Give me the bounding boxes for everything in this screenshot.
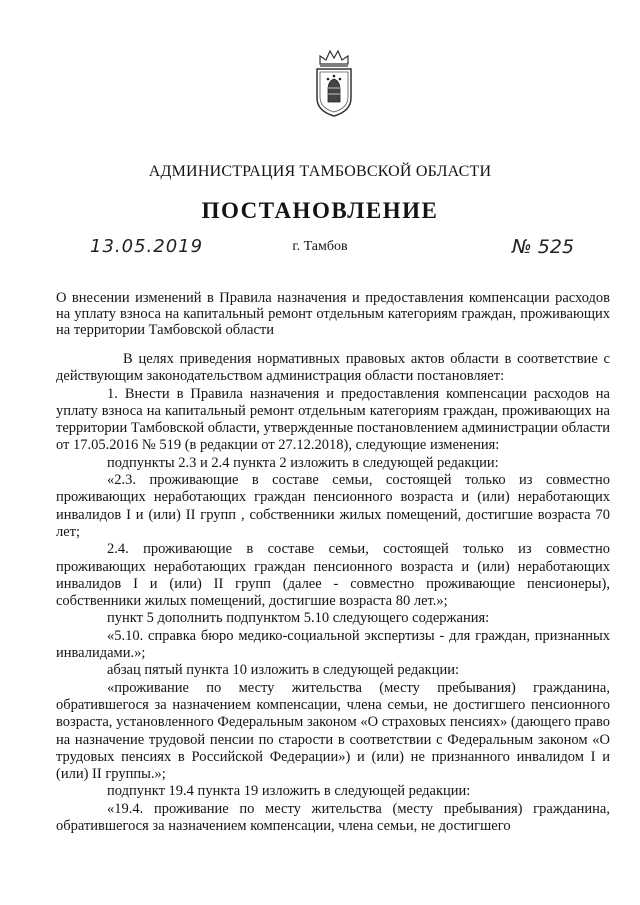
document-number: № 525 xyxy=(512,236,575,258)
paragraph: пункт 5 дополнить подпунктом 5.10 следующего содержания: xyxy=(107,610,490,627)
paragraph: 1. Внести в Правила назначения и предоставления компенсации расходов на уплату взноса на капитальный ремонт отдельным категориям граждан, проживающих на территории Тамбовской области, утвержденные постановлением администрации области от 17.05.2016 № 519 (в редакции от 27.12.2018), следующие изменения: xyxy=(56,385,610,454)
paragraph: абзац пятый пункта 10 изложить в следующей редакции: xyxy=(107,662,460,679)
paragraph: 2.4. проживающие в составе семьи, состоящей только из совместно проживающих неработающих граждан пенсионного возраста и (или) неработающих инвалидов I и (или) II групп (далее - совместно проживающие пенсионеры), собственники жилых помещений, достигшие возраста 80 лет.»; xyxy=(56,541,610,610)
paragraph: «5.10. справка бюро медико-социальной экспертизы - для граждан, признанных инвалидами.»; xyxy=(56,627,610,662)
document-body xyxy=(56,351,610,835)
coat-of-arms-icon xyxy=(312,48,356,118)
paragraph: «2.3. проживающие в составе семьи, состоящей только из совместно проживающих неработающих граждан пенсионного возраста и (или) неработающих инвалидов I и (или) II групп , собственники жилых помещений, достигшие возраста 70 лет; xyxy=(56,472,610,540)
paragraph: подпункт 19.4 пункта 19 изложить в следующей редакции: xyxy=(107,783,471,800)
paragraph: «19.4. проживание по месту жительства (месту пребывания) гражданина, обратившегося за назначением компенсации, члена семьи, не достигшего xyxy=(56,800,610,835)
document-type: ПОСТАНОВЛЕНИЕ xyxy=(201,198,439,223)
paragraph-preamble: В целях приведения нормативных правовых актов области в соответствие с действующим законодательством администрация области постановляет: xyxy=(56,351,610,385)
document-city: г. Тамбов xyxy=(292,239,348,254)
paragraph: подпункты 2.3 и 2.4 пункта 2 изложить в следующей редакции: xyxy=(107,454,499,471)
document-date: 13.05.2019 xyxy=(90,236,204,257)
organization-title: АДМИНИСТРАЦИЯ ТАМБОВСКОЙ ОБЛАСТИ xyxy=(148,163,492,180)
paragraph: «проживание по месту жительства (месту пребывания) гражданина, обратившегося за назначением компенсации, члена семьи, не достигшего пенсионного возраста, установленного Федеральным законом «О страховых пенсиях» (дающего право на назначение трудовой пенсии по старости в соответствии с Федеральным законом «О трудовых пенсиях в Российской Федерации») и (или) не признанного инвалидом I и (или) II группы.»; xyxy=(56,679,610,783)
document-subject: О внесении изменений в Правила назначения и предоставления компенсации расходов на уплату взноса на капитальный ремонт отдельным категориям граждан, проживающих на территории Тамбовской области xyxy=(56,290,610,338)
